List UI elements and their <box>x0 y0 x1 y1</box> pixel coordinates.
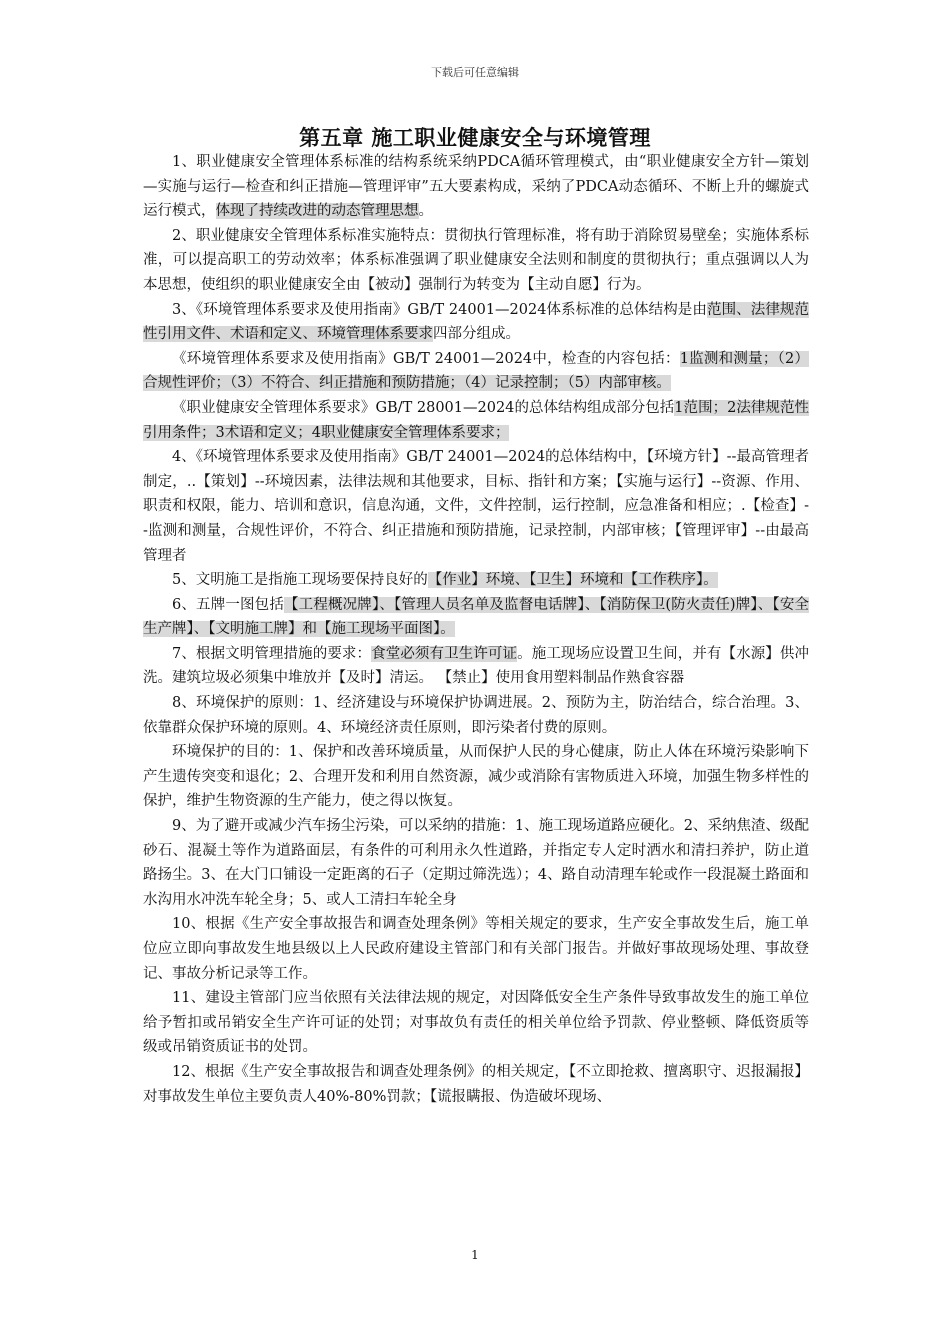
paragraph <box>143 568 809 593</box>
paragraph <box>143 814 809 912</box>
highlighted-text: 体现了持续改进的动态管理思想 <box>215 203 419 220</box>
paragraph-text: 1、职业健康安全管理体系标准的结构系统采纳PDCA循环管理模式，由“职业健康安全方针—策划—实施与运行—检查和纠正措施—管理评审”五大要素构成，采纳了PDCA动态循环、不断上升的螺旋式运行模式， <box>143 154 809 220</box>
paragraph-text: 11、建设主管部门应当依照有关法律法规的规定，对因降低安全生产条件导致事故发生的施工单位给予暂扣或吊销安全生产许可证的处罚；对事故负有责任的相关单位给予罚款、停业整顿、降低资质等级或吊销资质证书的处罚。 <box>143 990 809 1056</box>
paragraph-text: 2、职业健康安全管理体系标准实施特点：贯彻执行管理标准，将有助于消除贸易壁垒；实施体系标准，可以提高职工的劳动效率；体系标准强调了职业健康安全法则和制度的贯彻执行；重点强调以人为本思想，使组织的职业健康安全由【被动】强制行为转变为【主动自愿】行为。 <box>143 227 809 293</box>
chapter-title: 第五章 施工职业健康安全与环境管理 <box>299 125 651 150</box>
paragraph-text: 9、为了避开或减少汽车扬尘污染，可以采纳的措施：1、施工现场道路应硬化。2、采纳焦渣、级配砂石、混凝土等作为道路面层，有条件的可利用永久性道路，并指定专人定时洒水和清扫养护，防止道路扬尘。3、在大门口铺设一定距离的石子（定期过筛洗选）；4、路自动清理车轮或作一段混凝土路面和水沟用水冲洗车轮全身；5、或人工清扫车轮全身 <box>143 818 809 908</box>
paragraph <box>143 691 809 740</box>
page-header: 下载后可任意编辑 <box>431 66 519 79</box>
paragraph-text: 。 <box>418 203 433 220</box>
paragraph <box>143 445 809 568</box>
paragraph-text: 5、文明施工是指施工现场要保持良好的 <box>172 572 428 589</box>
paragraph-text: 《职业健康安全管理体系要求》GB/T 28001—2024的总体结构组成部分包括 <box>172 399 675 416</box>
paragraph-text: 7、根据文明管理措施的要求： <box>172 645 372 662</box>
paragraph-text: 3、《环境管理体系要求及使用指南》GB/T 24001—2024体系标准的总体结构是由 <box>172 301 707 318</box>
paragraph <box>143 396 809 445</box>
highlighted-text: 1监测和测量；（2）合规性评价；（3）不符合、纠正措施和预防措施；（4）记录控制；（5）内部审核。 <box>143 350 809 392</box>
highlighted-text: 【工程概况牌】、【管理人员名单及监督电话牌】、【消防保卫(防火责任)牌】、【安全生产牌】、【文明施工牌】和【施工现场平面图】。 <box>143 596 809 638</box>
paragraph-text: 10、根据《生产安全事故报告和调查处理条例》等相关规定的要求，生产安全事故发生后，施工单位应立即向事故发生地县级以上人民政府建设主管部门和有关部门报告。并做好事故现场处理、事故登记、事故分析记录等工作。 <box>143 916 809 982</box>
highlighted-text: 食堂必须有卫生许可证 <box>371 645 518 662</box>
paragraph <box>143 347 809 396</box>
paragraph-text: 《环境管理体系要求及使用指南》GB/T 24001—2024中，检查的内容包括： <box>172 350 680 367</box>
paragraph <box>143 224 809 298</box>
highlighted-text: 【作业】环境、【卫生】环境和【工作秩序】。 <box>427 572 718 589</box>
paragraph-text: 环境保护的目的：1、保护和改善环境质量，从而保护人民的身心健康，防止人体在环境污染影响下产生遗传突变和退化；2、合理开发和利用自然资源，减少或消除有害物质进入环境，加强生物多样性的保护，维护生物资源的生产能力，使之得以恢复。 <box>143 744 809 810</box>
highlighted-text: 范围、法律规范性引用文件、术语和定义、环境管理体系要求 <box>143 301 809 343</box>
paragraph <box>143 150 809 224</box>
highlighted-text: 1范围；2法律规范性引用条件；3术语和定义；4职业健康安全管理体系要求； <box>143 399 810 441</box>
paragraph <box>143 740 809 814</box>
document-body <box>143 150 809 1109</box>
paragraph-text: 6、五牌一图包括 <box>172 596 284 613</box>
paragraph-text: 四部分组成。 <box>433 326 520 343</box>
paragraph-text: 8、环境保护的原则：1、经济建设与环境保护协调进展。2、预防为主，防治结合，综合治理。3、依靠群众保护环境的原则。4、环境经济责任原则，即污染者付费的原则。 <box>143 695 809 736</box>
paragraph-text: 12、根据《生产安全事故报告和调查处理条例》的相关规定，【不立即抢救、擅离职守、迟报漏报】对事故发生单位主要负责人40%-80%罚款；【谎报瞒报、伪造破坏现场、 <box>143 1063 809 1105</box>
paragraph <box>143 642 809 691</box>
paragraph <box>143 593 809 642</box>
paragraph-text: 。施工现场应设置卫生间，并有【水源】供冲洗。建筑垃圾必须集中堆放并【及时】清运。 【禁止】使用食用塑料制品作熟食容器 <box>143 645 810 687</box>
paragraph <box>143 298 809 347</box>
paragraph <box>143 912 809 986</box>
paragraph-text: 4、《环境管理体系要求及使用指南》GB/T 24001—2024的总体结构中，【环境方针】--最高管理者制定，..【策划】--环境因素，法律法规和其他要求，目标、指针和方案；【实施与运行】--资源、作用、职责和权限，能力、培训和意识，信息沟通，文件，文件控制，运行控制，应急准备和相应；.【检查】--监测和测量，合规性评价，不符合、纠正措施和预防措施，记录控制，内部审核；【管理评审】--由最高管理者 <box>143 449 809 564</box>
page-number: 1 <box>471 1248 479 1262</box>
paragraph <box>143 1060 809 1109</box>
paragraph <box>143 986 809 1060</box>
